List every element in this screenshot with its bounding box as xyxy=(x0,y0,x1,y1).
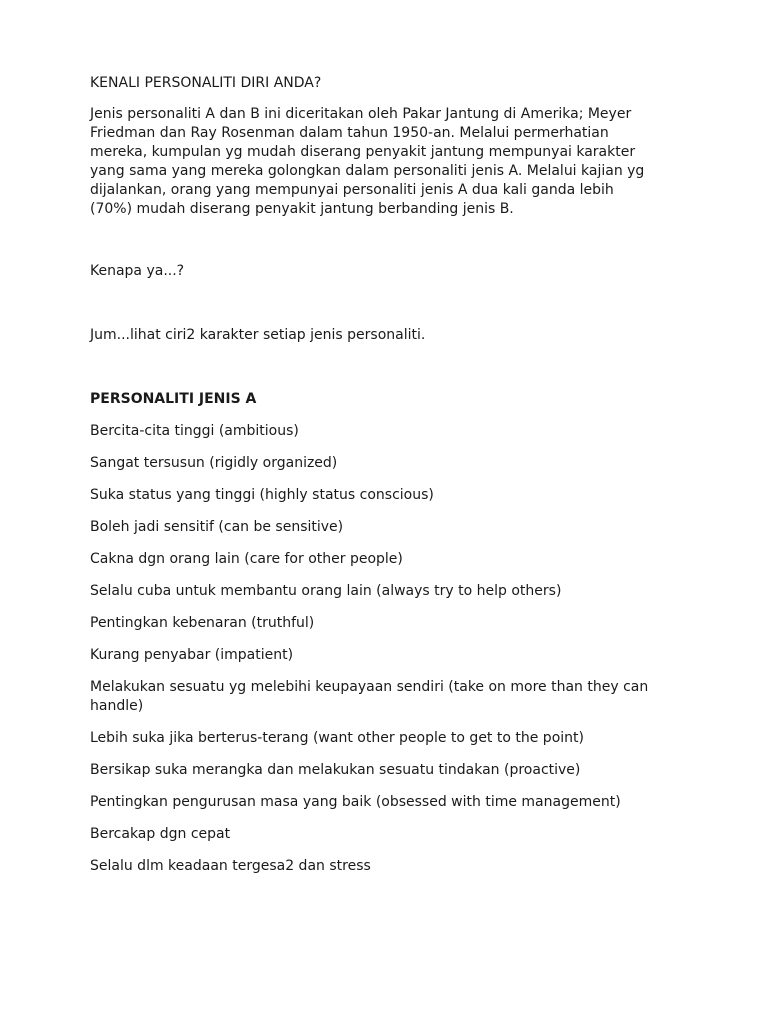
section-heading: PERSONALITI JENIS A xyxy=(90,391,257,407)
trait-item: Bersikap suka merangka dan melakukan sesuatu tindakan (proactive) xyxy=(90,762,581,778)
trait-item: Pentingkan kebenaran (truthful) xyxy=(90,615,315,631)
trait-item: Bercita-cita tinggi (ambitious) xyxy=(90,423,299,439)
trait-item: Cakna dgn orang lain (care for other people) xyxy=(90,551,403,567)
trait-item: Suka status yang tinggi (highly status conscious) xyxy=(90,487,434,503)
invite-line: Jum...lihat ciri2 karakter setiap jenis personaliti. xyxy=(90,327,426,343)
intro-paragraph: Jenis personaliti A dan B ini diceritakan oleh Pakar Jantung di Amerika; Meyer Friedman dan Ray Rosenman dalam tahun 1950-an. Melalui permerhatian mereka, kumpulan yg mudah diserang penyakit jantung mempunyai karakter yang sama yang mereka golongkan dalam personaliti jenis A. Melalui kajian yg dijalankan, orang yang mempunyai personaliti jenis A dua kali ganda lebih (70%) mudah diserang penyakit jantung berbanding jenis B. xyxy=(90,106,645,217)
question-line: Kenapa ya...? xyxy=(90,263,185,279)
trait-item: Bercakap dgn cepat xyxy=(90,826,231,842)
trait-item: Lebih suka jika berterus-terang (want other people to get to the point) xyxy=(90,730,584,746)
trait-item: Melakukan sesuatu yg melebihi keupayaan sendiri (take on more than they can handle) xyxy=(90,679,649,714)
trait-item: Kurang penyabar (impatient) xyxy=(90,647,294,663)
trait-list xyxy=(90,422,660,876)
document-title: KENALI PERSONALITI DIRI ANDA? xyxy=(90,75,322,91)
document-body xyxy=(90,74,660,889)
trait-item: Boleh jadi sensitif (can be sensitive) xyxy=(90,519,344,535)
trait-item: Pentingkan pengurusan masa yang baik (obsessed with time management) xyxy=(90,794,621,810)
trait-item: Selalu dlm keadaan tergesa2 dan stress xyxy=(90,858,371,874)
trait-item: Selalu cuba untuk membantu orang lain (always try to help others) xyxy=(90,583,562,599)
trait-item: Sangat tersusun (rigidly organized) xyxy=(90,455,338,471)
